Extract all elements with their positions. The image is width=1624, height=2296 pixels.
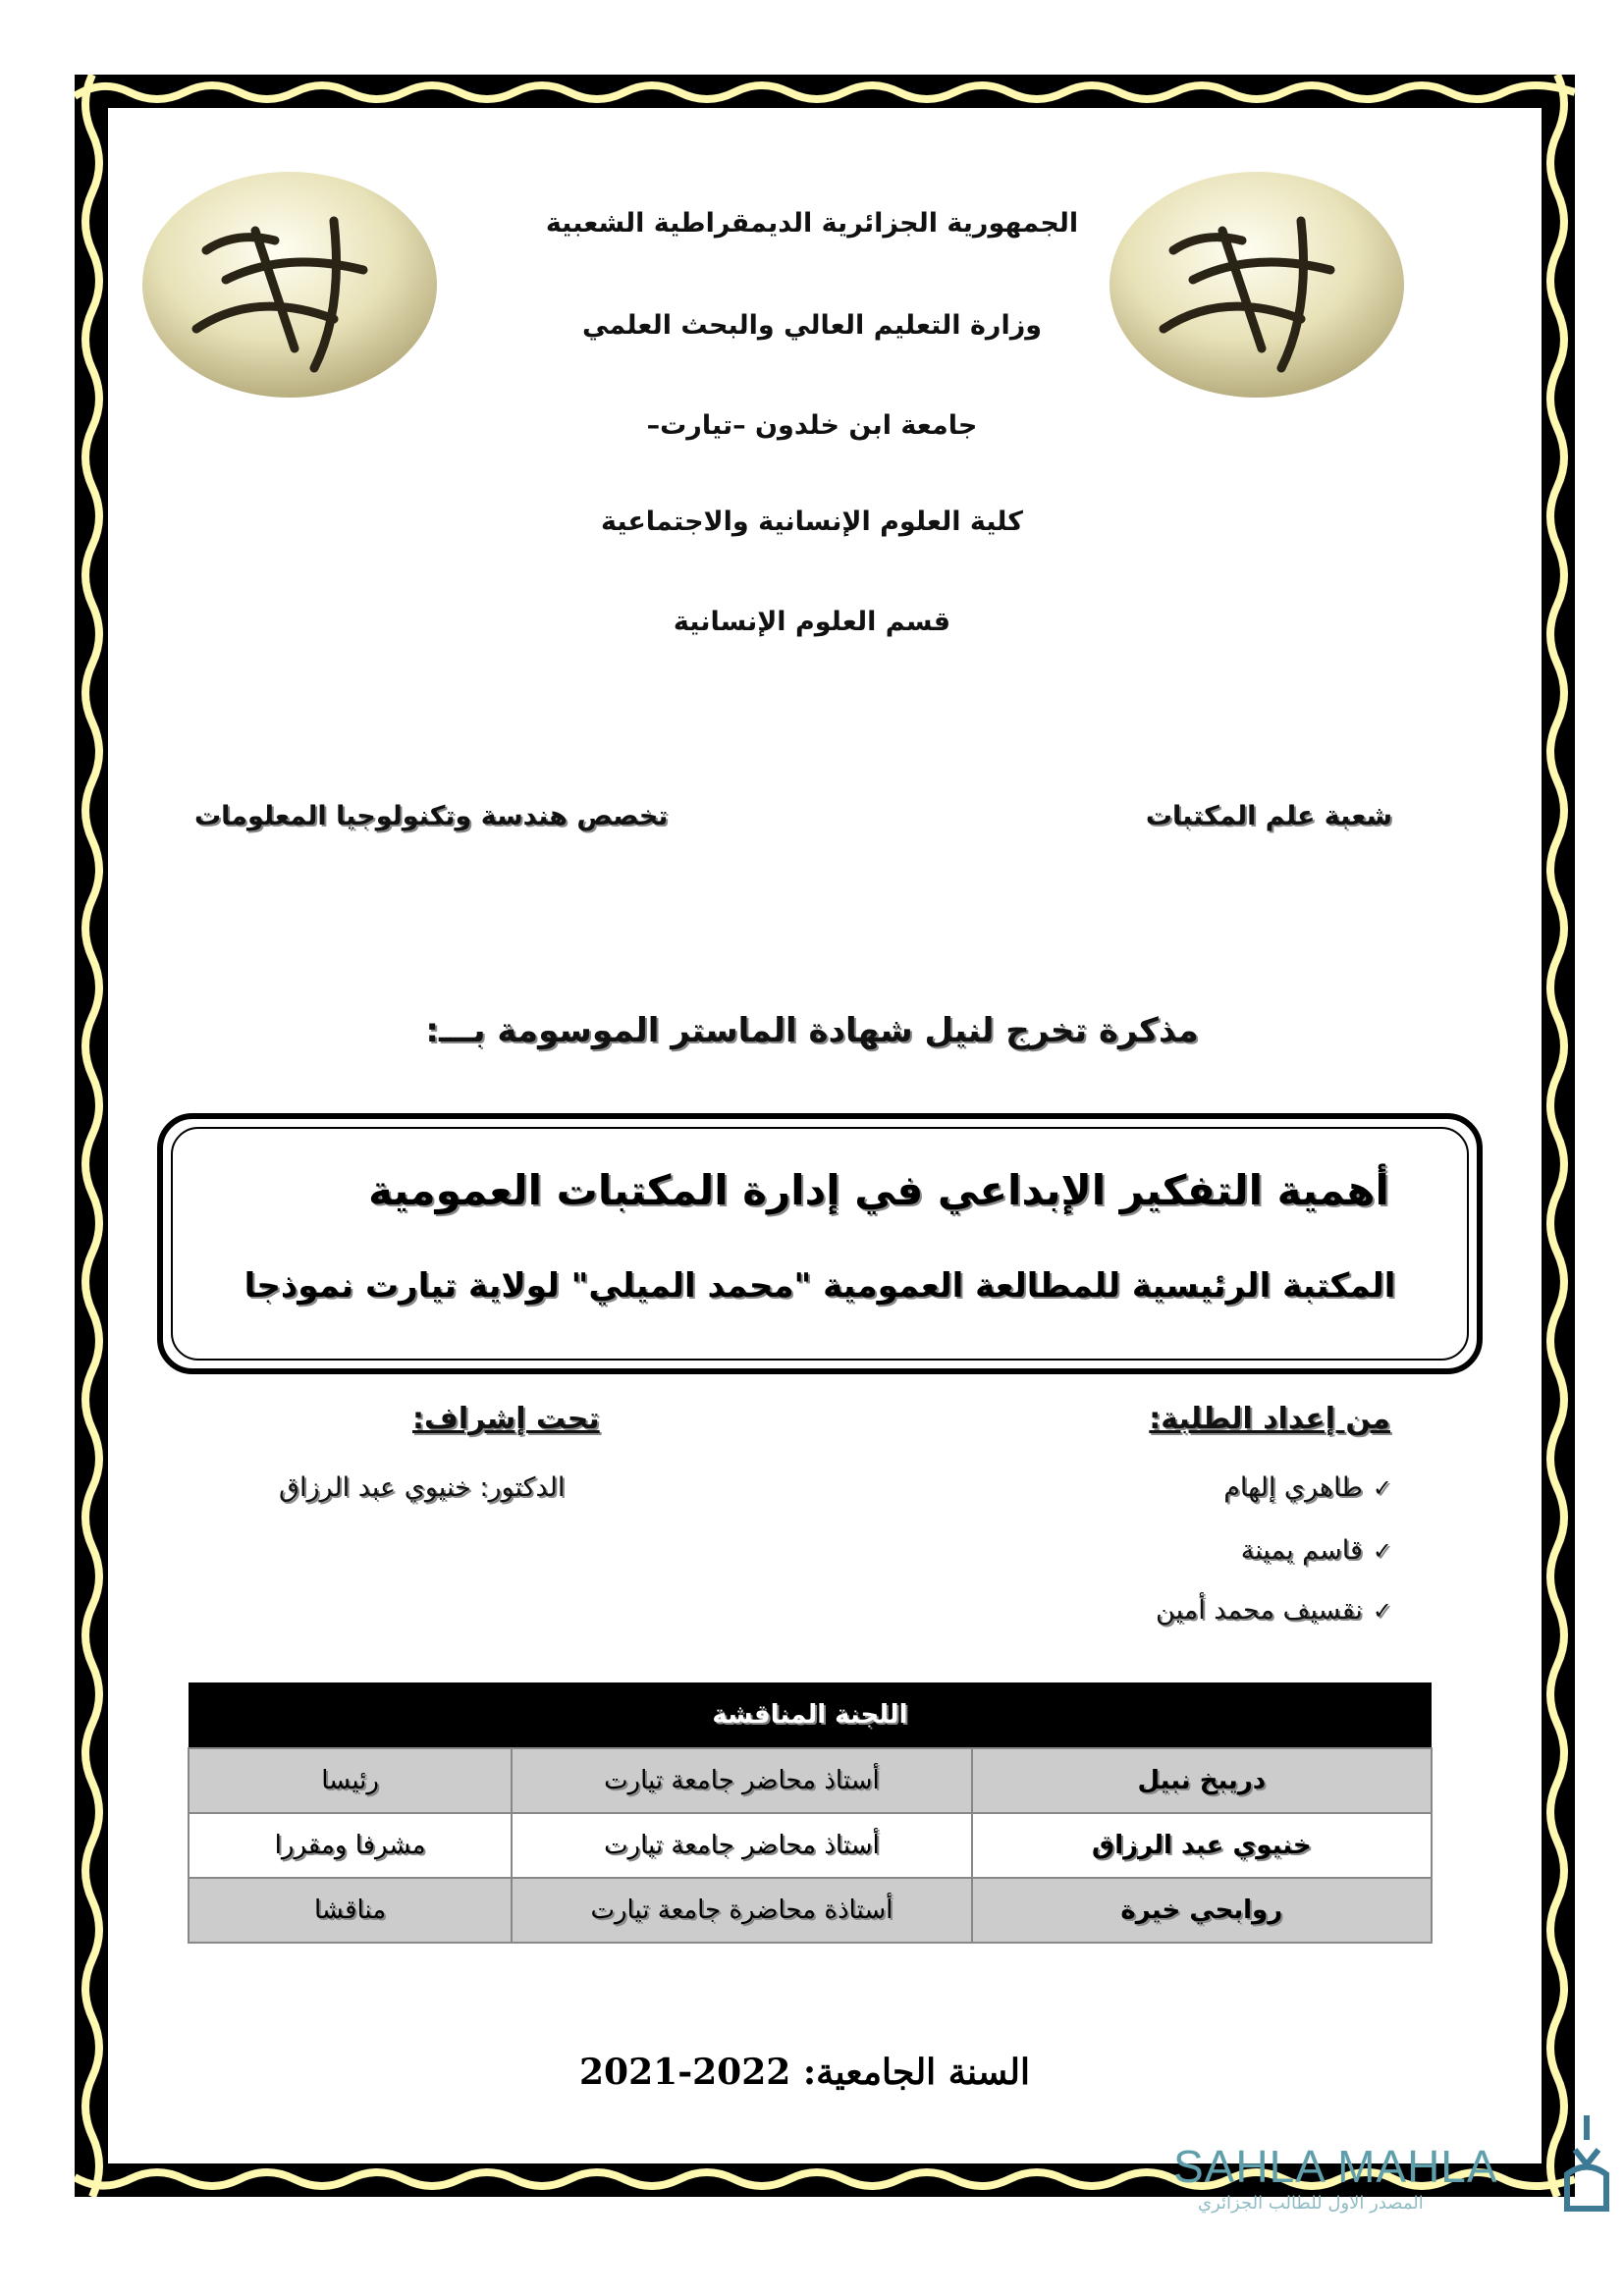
- university-logo-left: [137, 162, 442, 407]
- university-name: جامعة ابن خلدون –تيارت–: [646, 410, 978, 441]
- jury-member-rank: أستاذة محاضرة جامعة تيارت: [512, 1878, 971, 1943]
- student-name: قاسم يمينة: [1240, 1535, 1363, 1566]
- faculty-name: كلية العلوم الإنسانية والاجتماعية: [600, 507, 1024, 537]
- table-row: [189, 1748, 1432, 1813]
- academic-year: [579, 2052, 1030, 2093]
- students-heading: من إعداد الطلبة:: [1149, 1402, 1390, 1436]
- check-icon: ✓: [1372, 1474, 1392, 1502]
- watermark-logo-icon: [1557, 2110, 1616, 2218]
- border-wave-left: [79, 75, 106, 2197]
- thesis-title-box: [157, 1113, 1483, 1374]
- jury-table: [188, 1682, 1433, 1944]
- country-name: الجمهورية الجزائرية الديمقراطية الشعبية: [545, 208, 1079, 239]
- student-name: نقسيف محمد أمين: [1156, 1595, 1363, 1626]
- jury-member-name: روابحي خيرة: [972, 1878, 1432, 1943]
- jury-member-rank: أستاذ محاضر جامعة تيارت: [512, 1813, 971, 1878]
- branch-label: شعبة علم المكتبات: [1145, 801, 1392, 831]
- jury-member-name: خنيوي عبد الرزاق: [972, 1813, 1432, 1878]
- student-item: [1156, 1595, 1392, 1626]
- specialty-label: تخصص هندسة وتكنولوجيا المعلومات: [194, 801, 669, 831]
- student-name: طاهري إلهام: [1223, 1472, 1363, 1503]
- student-item: [1223, 1472, 1392, 1503]
- university-logo-right: [1105, 162, 1409, 407]
- supervisor-heading: تحت إشراف:: [412, 1402, 600, 1436]
- thesis-subtitle: المكتبة الرئيسية للمطالعة العمومية "محمد الميلي" لولاية تيارت نموذجا: [244, 1266, 1396, 1306]
- academic-year-label: السنة الجامعية:: [802, 2052, 1030, 2093]
- watermark-tagline: المصدر الاول للطالب الجزائري: [1198, 2193, 1424, 2214]
- ministry-name: وزارة التعليم العالي والبحث العلمي: [581, 310, 1043, 341]
- check-icon: ✓: [1372, 1597, 1392, 1625]
- jury-member-role: مشرفا ومقررا: [189, 1813, 512, 1878]
- jury-member-rank: أستاذ محاضر جامعة تيارت: [512, 1748, 971, 1813]
- table-row: [189, 1813, 1432, 1878]
- jury-member-role: مناقشا: [189, 1878, 512, 1943]
- thesis-title: أهمية التفكير الإبداعي في إدارة المكتبات العمومية: [368, 1166, 1389, 1214]
- jury-member-name: دريبخ نبيل: [972, 1748, 1432, 1813]
- supervisor-name: الدكتور: خنيوي عبد الرزاق: [279, 1472, 566, 1503]
- check-icon: ✓: [1372, 1537, 1392, 1565]
- watermark-brand: SAHLA MAHLA: [1173, 2141, 1498, 2192]
- border-wave-right: [1543, 75, 1571, 2197]
- jury-member-role: رئيسا: [189, 1748, 512, 1813]
- border-wave-top: [75, 79, 1575, 106]
- student-item: [1241, 1535, 1392, 1566]
- academic-year-value: 2021-2022: [579, 2052, 791, 2093]
- table-row: [189, 1878, 1432, 1943]
- memo-label: مذكرة تخرج لنيل شهادة الماستر الموسومة بـــ:: [425, 1011, 1199, 1050]
- jury-heading: اللجنة المناقشة: [189, 1682, 1432, 1748]
- department-name: قسم العلوم الإنسانية: [673, 607, 951, 637]
